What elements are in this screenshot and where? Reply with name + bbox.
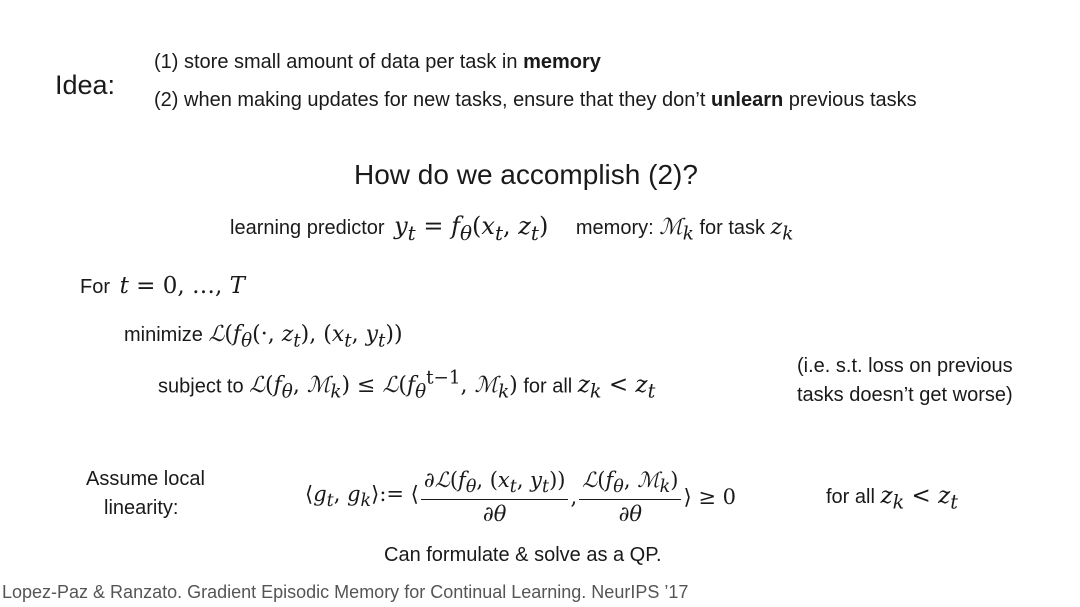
assumption-for-all: for all [826, 486, 875, 508]
assumption-line-1: Assume local [86, 468, 205, 490]
inner-product-rhs: ⟩ ≥ 0 [683, 485, 736, 509]
qp-statement: Can formulate & solve as a QP. [384, 544, 662, 566]
task-symbol: $z_k$ [770, 215, 794, 245]
assumption-condition-formula: $z_k < z_t$ [880, 483, 958, 514]
idea-point-1-text: (1) store small amount of data per task in [154, 51, 524, 73]
loop-line [80, 273, 245, 299]
predictor-formula: $y_t = f_\theta(x_t$, $z_t$) [394, 212, 549, 245]
idea-point-1-bold: memory [523, 51, 601, 73]
fraction-1: $\frac{\partial ℒ(f_\theta, (x_t, y_t))}{\partial\theta}$ [421, 468, 569, 526]
constraint-for-all: for all [523, 375, 573, 398]
subject-label: subject to [158, 375, 244, 398]
memory-text: for task [699, 217, 766, 239]
minimize-formula: $ℒ(f_\theta(\cdot$, $z_t$), ($x_t$, $y_t$)) [208, 322, 403, 352]
note-line-2: tasks doesn’t get worse) [797, 384, 1013, 406]
loop-prefix: For [80, 276, 110, 298]
constraint-formula: $ℒ(f_\theta$, ℳ$_k$) ≤ $ℒ(f_\theta^{t-1}$, ℳ$_k$) [249, 368, 518, 403]
question-heading: How do we accomplish (2)? [354, 159, 698, 190]
constraint-line [158, 368, 655, 403]
assumption-condition [826, 483, 958, 514]
predictor-line [230, 212, 793, 245]
loop-formula: t = 0, …, T [119, 273, 245, 299]
memory-label: memory: [575, 217, 654, 239]
idea-point-2-text: (2) when making updates for new tasks, ensure that they don’t [154, 89, 711, 111]
idea-point-2 [154, 89, 917, 112]
note-line-1: (i.e. s.t. loss on previous [797, 355, 1013, 377]
citation: Lopez-Paz & Ranzato. Gradient Episodic Memory for Continual Learning. NeurIPS ’17 [2, 582, 689, 602]
idea-label: Idea: [55, 70, 116, 100]
minimize-line [124, 322, 403, 351]
constraint-condition: $z_k < z_t$ [577, 372, 656, 403]
fraction-2: $\frac{ℒ(f_\theta, ℳ_k)}{\partial\theta}$ [579, 468, 681, 526]
minimize-label: minimize [124, 324, 203, 346]
predictor-label: learning predictor [230, 217, 385, 239]
inner-product-lhs: $⟨g_t$, $g_k⟩:=$ ⟨ [305, 482, 419, 512]
idea-point-1 [154, 51, 601, 74]
idea-point-2-tail: previous tasks [783, 89, 917, 111]
idea-point-2-bold: unlearn [710, 89, 784, 111]
assumption-line-2: linearity: [104, 497, 179, 519]
gradient-inner-product: $⟨g_t$, $g_k⟩:=$ ⟨ $\frac{\partial ℒ(f_\theta, (x_t, y_t))}{\partial\theta}$ , $\frac{ℒ(f_\theta, ℳ_k)}{\partial\theta}$ ⟩ ≥ 0 [305, 467, 736, 527]
memory-symbol: ℳ$_k$ [659, 215, 694, 245]
